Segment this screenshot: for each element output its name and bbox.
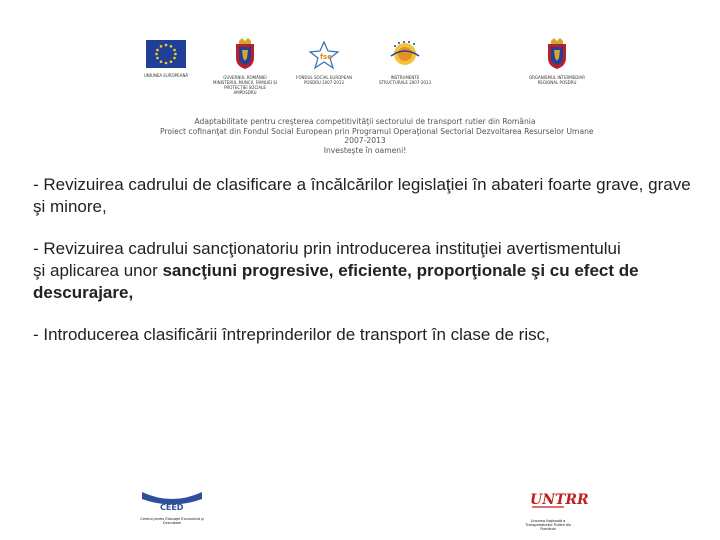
fse-caption: FONDUL SOCIAL EUROPEAN POSDRU 2007-2013	[296, 75, 352, 85]
paragraph-risk-classes: - Introducerea clasificării întreprinderilor de transport în clase de risc,	[33, 325, 550, 344]
untrr-truck-icon	[526, 486, 589, 514]
romania-crest-icon	[545, 38, 569, 70]
romania-crest-2-caption: ORGANISMUL INTERMEDIAR REGIONAL POSDRU	[528, 75, 586, 85]
caption-line-cofinance: Proiect cofinanţat din Fondul Social European prin Programul Operaţional Sectorial Dezvoltarea Resurselor Umane	[160, 126, 594, 136]
sanctions-line-2-normal: şi aplicarea unor	[33, 261, 163, 280]
project-caption	[160, 117, 594, 155]
sanctions-line-1: - Revizuirea cadrului sancţionatoriu prin introducerea instituţiei avertismentului	[33, 239, 621, 258]
ceed-caption: Centrul pentru Educaţie Economică şi Dezvoltare	[140, 517, 204, 525]
instrumente-structurale-caption: INSTRUMENTE STRUCTURALE 2007-2013	[378, 75, 432, 85]
paragraph-sanctions	[33, 238, 698, 304]
sanctions-line-2-bold: sancţiuni progresive, eficiente, proporţionale şi cu efect de	[162, 261, 639, 280]
svg-text:fse: fse	[320, 53, 332, 61]
paragraph-classification: - Revizuirea cadrului de clasificare a încălcărilor legislaţiei în abateri foarte grave, grave şi minore,	[33, 175, 691, 216]
eu-logo	[140, 40, 192, 78]
ceed-bridge-icon	[140, 490, 204, 512]
sanctions-line-3	[33, 282, 698, 304]
romania-crest-logo-2	[524, 38, 590, 85]
romania-crest-1-caption: GUVERNUL ROMÂNIEI MINISTERUL MUNCII, FAMILIEI ȘI PROTECȚIEI SOCIALE AMPOSDRU	[213, 75, 277, 95]
caption-line-title: Adaptabilitate pentru creşterea competitivităţii sectorului de transport rutier din România	[194, 117, 536, 126]
main-content	[33, 174, 698, 346]
untrr-label: UNTRR	[530, 492, 589, 508]
instrumente-structurale-logo	[376, 38, 434, 85]
sanctions-line-2	[33, 260, 698, 282]
instrumente-structurale-icon	[387, 38, 423, 70]
caption-line-motto: Investeşte în oameni!	[323, 145, 407, 155]
eu-caption: UNIUNEA EUROPEANĂ	[143, 73, 189, 78]
untrr-logo	[522, 486, 589, 531]
fse-star-icon	[307, 40, 341, 70]
ceed-label: CEED	[160, 503, 184, 512]
caption-line-years: 2007-2013	[344, 136, 386, 146]
romania-crest-icon	[233, 38, 257, 70]
fse-logo	[296, 40, 352, 85]
eu-flag-icon	[146, 40, 186, 68]
ceed-logo	[137, 490, 207, 525]
sanctions-line-3-bold: descurajare,	[33, 283, 134, 302]
romania-crest-logo-1	[212, 38, 278, 95]
untrr-caption: Uniunea Naţională a Transportatorilor Rutieri din România	[525, 519, 571, 531]
